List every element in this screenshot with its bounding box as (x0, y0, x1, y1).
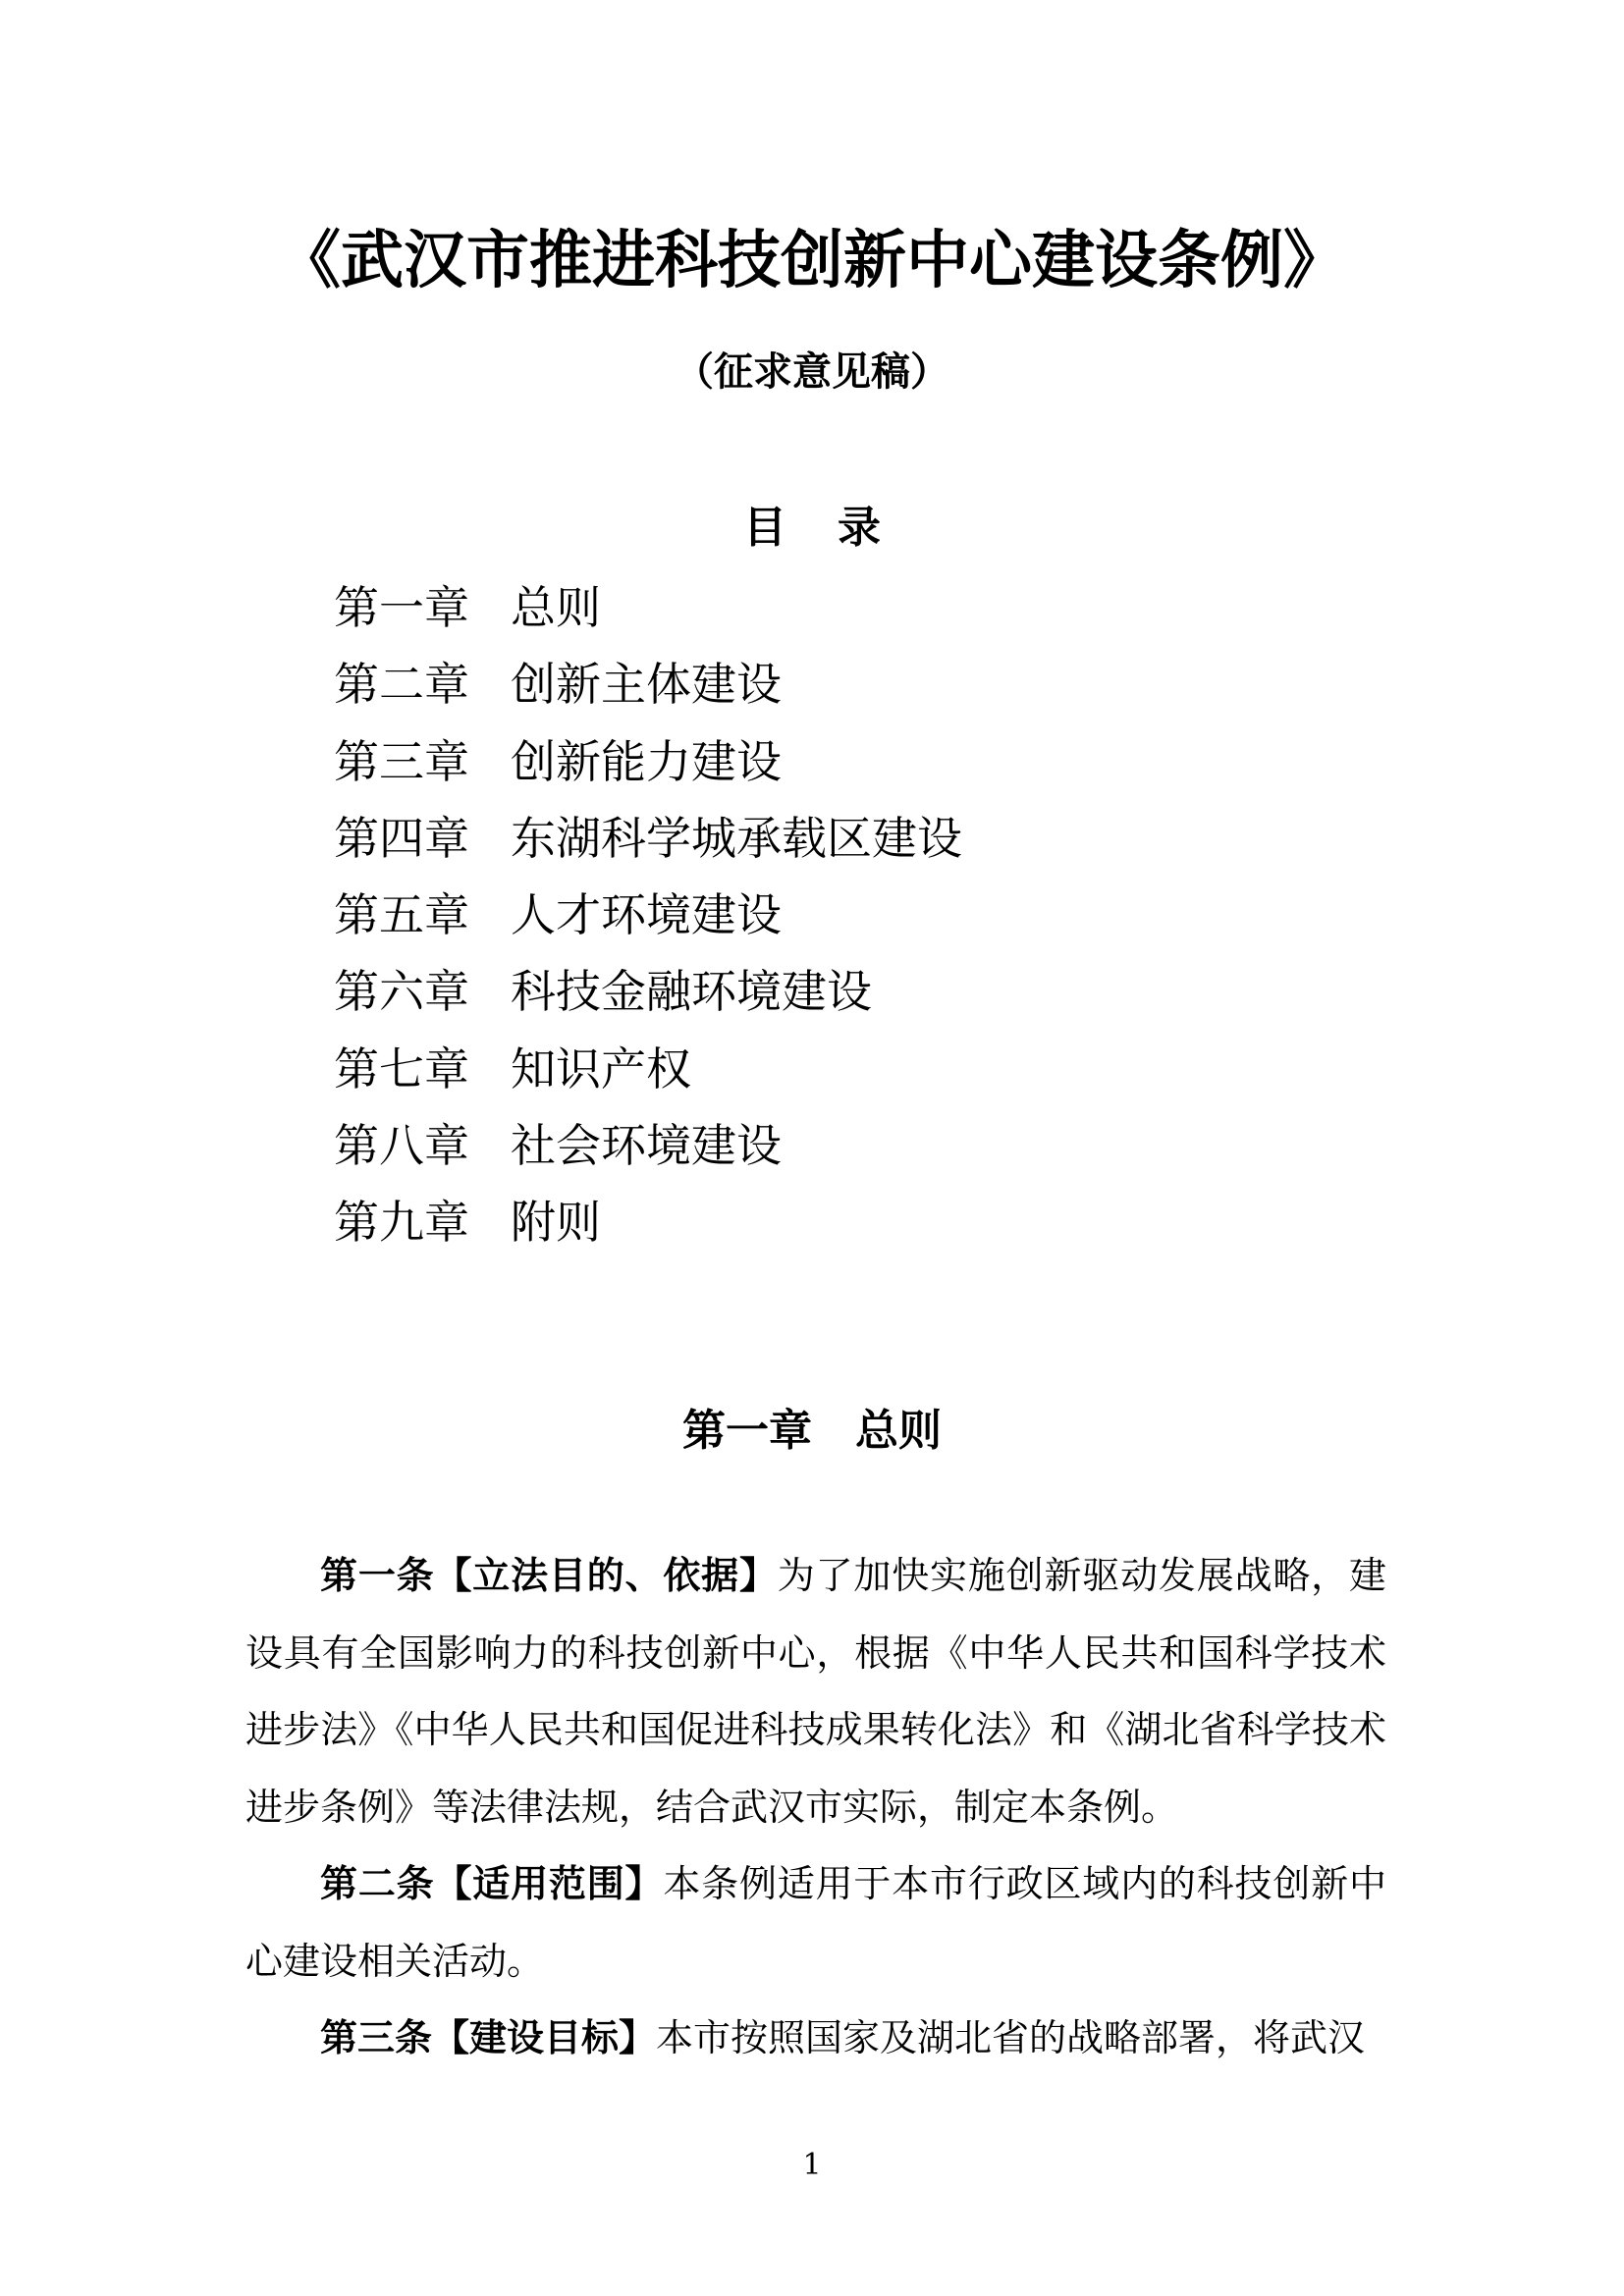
toc-item (334, 953, 962, 1030)
article-text: 本市按照国家及湖北省的战略部署，将武汉 (656, 2016, 1366, 2059)
page-number: 1 (802, 2148, 822, 2182)
toc-chapter-name: 人才环境建设 (511, 888, 782, 942)
toc-chapter-name: 总则 (511, 581, 601, 634)
article-paragraph (245, 1845, 1386, 2000)
toc-item (334, 800, 962, 877)
toc-chapter-number: 第七章 (334, 1041, 469, 1095)
toc-chapter-number: 第九章 (334, 1196, 469, 1250)
toc-heading-char: 目 (743, 503, 786, 553)
toc-chapter-name: 知识产权 (511, 1041, 691, 1095)
toc-chapter-name: 科技金融环境建设 (511, 965, 872, 1019)
article-paragraph (245, 1537, 1386, 1845)
document-body (245, 1537, 1386, 2077)
toc-chapter-number: 第二章 (334, 658, 469, 712)
toc-item (334, 1031, 962, 1107)
toc-chapter-number: 第一章 (334, 581, 469, 634)
table-of-contents (334, 569, 962, 1261)
toc-heading (0, 497, 1624, 560)
toc-item (334, 877, 962, 953)
chapter-heading (0, 1400, 1624, 1463)
document-subtitle: （征求意见稿） (675, 348, 949, 395)
toc-chapter-name: 社会环境建设 (511, 1119, 782, 1173)
toc-item (334, 1184, 962, 1260)
document-title: 《武汉市推进科技创新中心建设条例》 (278, 224, 1346, 297)
toc-item (334, 646, 962, 722)
toc-chapter-number: 第八章 (334, 1119, 469, 1173)
toc-chapter-number: 第五章 (334, 888, 469, 942)
toc-item (334, 723, 962, 800)
toc-item (334, 569, 962, 646)
article-label: 第二条【适用范围】 (320, 1862, 664, 1905)
article-label: 第三条【建设目标】 (320, 2016, 657, 2059)
toc-chapter-name: 附则 (511, 1196, 601, 1250)
toc-chapter-number: 第三章 (334, 734, 469, 788)
toc-chapter-number: 第六章 (334, 965, 469, 1019)
toc-chapter-name: 创新能力建设 (511, 734, 782, 788)
article-text: 为了加快实施创新驱动发展战略，建设具有全国影响力的科技创新中心，根据《中华人民共和国科学技术进步法》《中华人民共和国促进科技成果转化法》和《湖北省科学技术进步条例》等法律法规，结合武汉市实际，制定本条例。 (245, 1554, 1386, 1829)
toc-heading-char: 录 (838, 503, 881, 553)
article-text: 本条例适用于本市行政区域内的科技创新中心建设相关活动。 (245, 1862, 1386, 1983)
toc-chapter-number: 第四章 (334, 811, 469, 865)
toc-chapter-name: 创新主体建设 (511, 658, 782, 712)
toc-item (334, 1107, 962, 1184)
chapter-name: 总则 (855, 1406, 942, 1456)
toc-chapter-name: 东湖科学城承载区建设 (511, 811, 962, 865)
article-label: 第一条【立法目的、依据】 (320, 1554, 778, 1597)
chapter-number: 第一章 (682, 1406, 812, 1456)
article-paragraph (245, 2000, 1386, 2077)
